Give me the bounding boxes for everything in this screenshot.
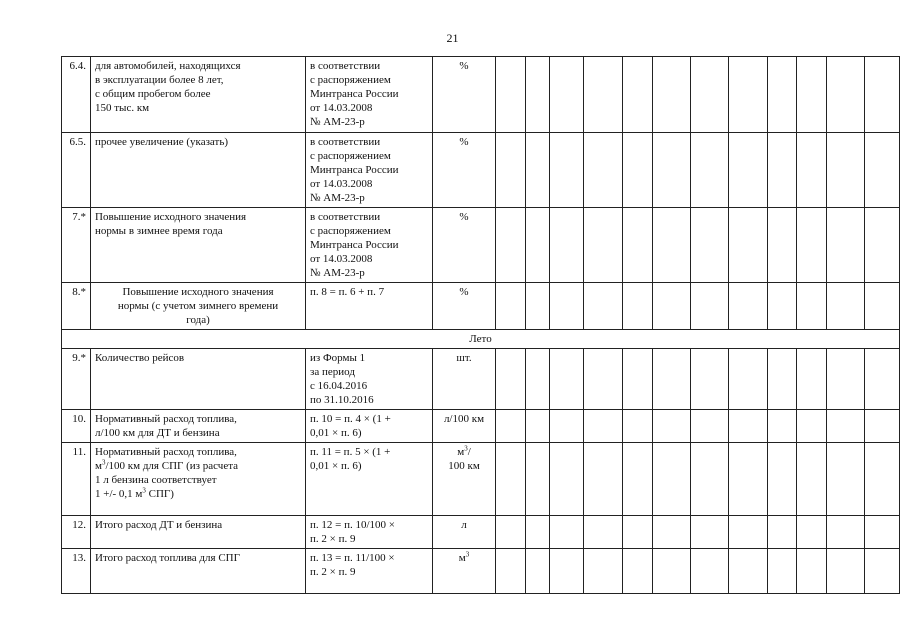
value-cell bbox=[653, 410, 691, 443]
calculation-basis: п. 12 = п. 10/100 × п. 2 × п. 9 bbox=[306, 516, 433, 549]
indicator-name: Нормативный расход топлива, $м^3/100$ км для СПГ (из расчета 1 л бензина соответствует 1 +/- 0,1 $м^3$ СПГ) bbox=[91, 443, 306, 516]
value-cell bbox=[653, 349, 691, 410]
value-cell bbox=[653, 208, 691, 283]
value-cell bbox=[768, 57, 797, 133]
value-cell bbox=[691, 57, 729, 133]
row-number: 11. bbox=[62, 443, 91, 516]
unit-cell: $м^3/$ 100 км bbox=[433, 443, 496, 516]
table-row bbox=[62, 549, 900, 594]
value-cell bbox=[768, 549, 797, 594]
indicator-name: Повышение исходного значения нормы (с учетом зимнего времени года) bbox=[91, 283, 306, 330]
value-cell bbox=[526, 443, 550, 516]
row-number: 6.5. bbox=[62, 133, 91, 208]
value-cell bbox=[729, 443, 768, 516]
value-cell bbox=[827, 549, 865, 594]
value-cell bbox=[865, 549, 900, 594]
unit-cell: л/100 км bbox=[433, 410, 496, 443]
value-cell bbox=[526, 516, 550, 549]
value-cell bbox=[653, 133, 691, 208]
calculation-basis: в соответствии с распоряжением Минтранса России от 14.03.2008 № АМ-23-р bbox=[306, 57, 433, 133]
value-cell bbox=[827, 133, 865, 208]
value-cell bbox=[827, 443, 865, 516]
unit-cell: % bbox=[433, 57, 496, 133]
value-cell bbox=[797, 516, 827, 549]
table-row bbox=[62, 516, 900, 549]
value-cell bbox=[865, 283, 900, 330]
value-cell bbox=[584, 410, 623, 443]
value-cell bbox=[550, 443, 584, 516]
value-cell bbox=[865, 516, 900, 549]
indicator-name: прочее увеличение (указать) bbox=[91, 133, 306, 208]
value-cell bbox=[584, 133, 623, 208]
value-cell bbox=[623, 208, 653, 283]
value-cell bbox=[865, 133, 900, 208]
value-cell bbox=[797, 410, 827, 443]
value-cell bbox=[623, 443, 653, 516]
value-cell bbox=[584, 443, 623, 516]
unit-cell: % bbox=[433, 208, 496, 283]
row-number: 10. bbox=[62, 410, 91, 443]
value-cell bbox=[768, 349, 797, 410]
value-cell bbox=[691, 443, 729, 516]
calculation-basis: п. 13 = п. 11/100 × п. 2 × п. 9 bbox=[306, 549, 433, 594]
value-cell bbox=[496, 283, 526, 330]
value-cell bbox=[526, 208, 550, 283]
value-cell bbox=[691, 410, 729, 443]
unit-cell: % bbox=[433, 283, 496, 330]
calculation-basis: в соответствии с распоряжением Минтранса России от 14.03.2008 № АМ-23-р bbox=[306, 133, 433, 208]
value-cell bbox=[496, 549, 526, 594]
table-row bbox=[62, 349, 900, 410]
calculation-basis: п. 10 = п. 4 × (1 + 0,01 × п. 6) bbox=[306, 410, 433, 443]
table-row bbox=[62, 410, 900, 443]
value-cell bbox=[865, 57, 900, 133]
value-cell bbox=[496, 349, 526, 410]
table-row bbox=[62, 57, 900, 133]
value-cell bbox=[550, 549, 584, 594]
row-number: 6.4. bbox=[62, 57, 91, 133]
row-number: 13. bbox=[62, 549, 91, 594]
calculation-basis: в соответствии с распоряжением Минтранса России от 14.03.2008 № АМ-23-р bbox=[306, 208, 433, 283]
value-cell bbox=[768, 443, 797, 516]
value-cell bbox=[768, 208, 797, 283]
value-cell bbox=[691, 549, 729, 594]
value-cell bbox=[496, 57, 526, 133]
row-number: 8.* bbox=[62, 283, 91, 330]
value-cell bbox=[729, 133, 768, 208]
value-cell bbox=[623, 133, 653, 208]
value-cell bbox=[797, 349, 827, 410]
value-cell bbox=[526, 133, 550, 208]
row-number: 7.* bbox=[62, 208, 91, 283]
value-cell bbox=[584, 283, 623, 330]
page-number: 21 bbox=[446, 31, 459, 45]
value-cell bbox=[797, 208, 827, 283]
value-cell bbox=[550, 57, 584, 133]
value-cell bbox=[691, 133, 729, 208]
row-number: 12. bbox=[62, 516, 91, 549]
table-row bbox=[62, 133, 900, 208]
value-cell bbox=[797, 57, 827, 133]
value-cell bbox=[623, 410, 653, 443]
value-cell bbox=[865, 410, 900, 443]
calculation-basis: п. 8 = п. 6 + п. 7 bbox=[306, 283, 433, 330]
value-cell bbox=[729, 283, 768, 330]
value-cell bbox=[584, 516, 623, 549]
value-cell bbox=[691, 349, 729, 410]
indicator-name: Нормативный расход топлива, л/100 км для ДТ и бензина bbox=[91, 410, 306, 443]
value-cell bbox=[550, 133, 584, 208]
value-cell bbox=[827, 57, 865, 133]
value-cell bbox=[496, 410, 526, 443]
value-cell bbox=[827, 208, 865, 283]
indicator-name: для автомобилей, находящихся в эксплуатации более 8 лет, с общим пробегом более 150 тыс. км bbox=[91, 57, 306, 133]
indicator-name: Итого расход топлива для СПГ bbox=[91, 549, 306, 594]
value-cell bbox=[496, 208, 526, 283]
value-cell bbox=[768, 133, 797, 208]
value-cell bbox=[797, 133, 827, 208]
value-cell bbox=[768, 410, 797, 443]
value-cell bbox=[550, 516, 584, 549]
value-cell bbox=[526, 57, 550, 133]
value-cell bbox=[729, 349, 768, 410]
value-cell bbox=[691, 208, 729, 283]
value-cell bbox=[827, 283, 865, 330]
value-cell bbox=[768, 516, 797, 549]
unit-cell: $м^3$ bbox=[433, 549, 496, 594]
value-cell bbox=[623, 549, 653, 594]
indicator-name: Количество рейсов bbox=[91, 349, 306, 410]
value-cell bbox=[623, 57, 653, 133]
value-cell bbox=[691, 516, 729, 549]
fuel-norm-table bbox=[61, 56, 900, 594]
value-cell bbox=[729, 516, 768, 549]
value-cell bbox=[653, 443, 691, 516]
value-cell bbox=[827, 410, 865, 443]
value-cell bbox=[729, 410, 768, 443]
value-cell bbox=[584, 349, 623, 410]
table-row bbox=[62, 283, 900, 330]
value-cell bbox=[623, 516, 653, 549]
row-number: 9.* bbox=[62, 349, 91, 410]
indicator-name: Повышение исходного значения нормы в зимнее время года bbox=[91, 208, 306, 283]
value-cell bbox=[827, 349, 865, 410]
table-row bbox=[62, 443, 900, 516]
table-row bbox=[62, 208, 900, 283]
value-cell bbox=[526, 283, 550, 330]
indicator-name: Итого расход ДТ и бензина bbox=[91, 516, 306, 549]
value-cell bbox=[729, 208, 768, 283]
section-row bbox=[62, 330, 900, 349]
unit-cell: % bbox=[433, 133, 496, 208]
value-cell bbox=[827, 516, 865, 549]
value-cell bbox=[653, 516, 691, 549]
value-cell bbox=[797, 443, 827, 516]
value-cell bbox=[550, 410, 584, 443]
calculation-basis: п. 11 = п. 5 × (1 + 0,01 × п. 6) bbox=[306, 443, 433, 516]
value-cell bbox=[496, 516, 526, 549]
value-cell bbox=[729, 57, 768, 133]
value-cell bbox=[623, 283, 653, 330]
value-cell bbox=[653, 57, 691, 133]
value-cell bbox=[653, 283, 691, 330]
value-cell bbox=[496, 443, 526, 516]
value-cell bbox=[584, 549, 623, 594]
value-cell bbox=[797, 549, 827, 594]
value-cell bbox=[584, 208, 623, 283]
value-cell bbox=[865, 208, 900, 283]
section-label: Лето bbox=[62, 330, 900, 349]
calculation-basis: из Формы 1 за период с 16.04.2016 по 31.10.2016 bbox=[306, 349, 433, 410]
value-cell bbox=[550, 349, 584, 410]
value-cell bbox=[729, 549, 768, 594]
value-cell bbox=[526, 549, 550, 594]
value-cell bbox=[865, 349, 900, 410]
value-cell bbox=[550, 283, 584, 330]
value-cell bbox=[496, 133, 526, 208]
value-cell bbox=[526, 349, 550, 410]
value-cell bbox=[584, 57, 623, 133]
value-cell bbox=[623, 349, 653, 410]
value-cell bbox=[691, 283, 729, 330]
value-cell bbox=[526, 410, 550, 443]
unit-cell: л bbox=[433, 516, 496, 549]
value-cell bbox=[865, 443, 900, 516]
value-cell bbox=[797, 283, 827, 330]
value-cell bbox=[653, 549, 691, 594]
unit-cell: шт. bbox=[433, 349, 496, 410]
value-cell bbox=[550, 208, 584, 283]
value-cell bbox=[768, 283, 797, 330]
